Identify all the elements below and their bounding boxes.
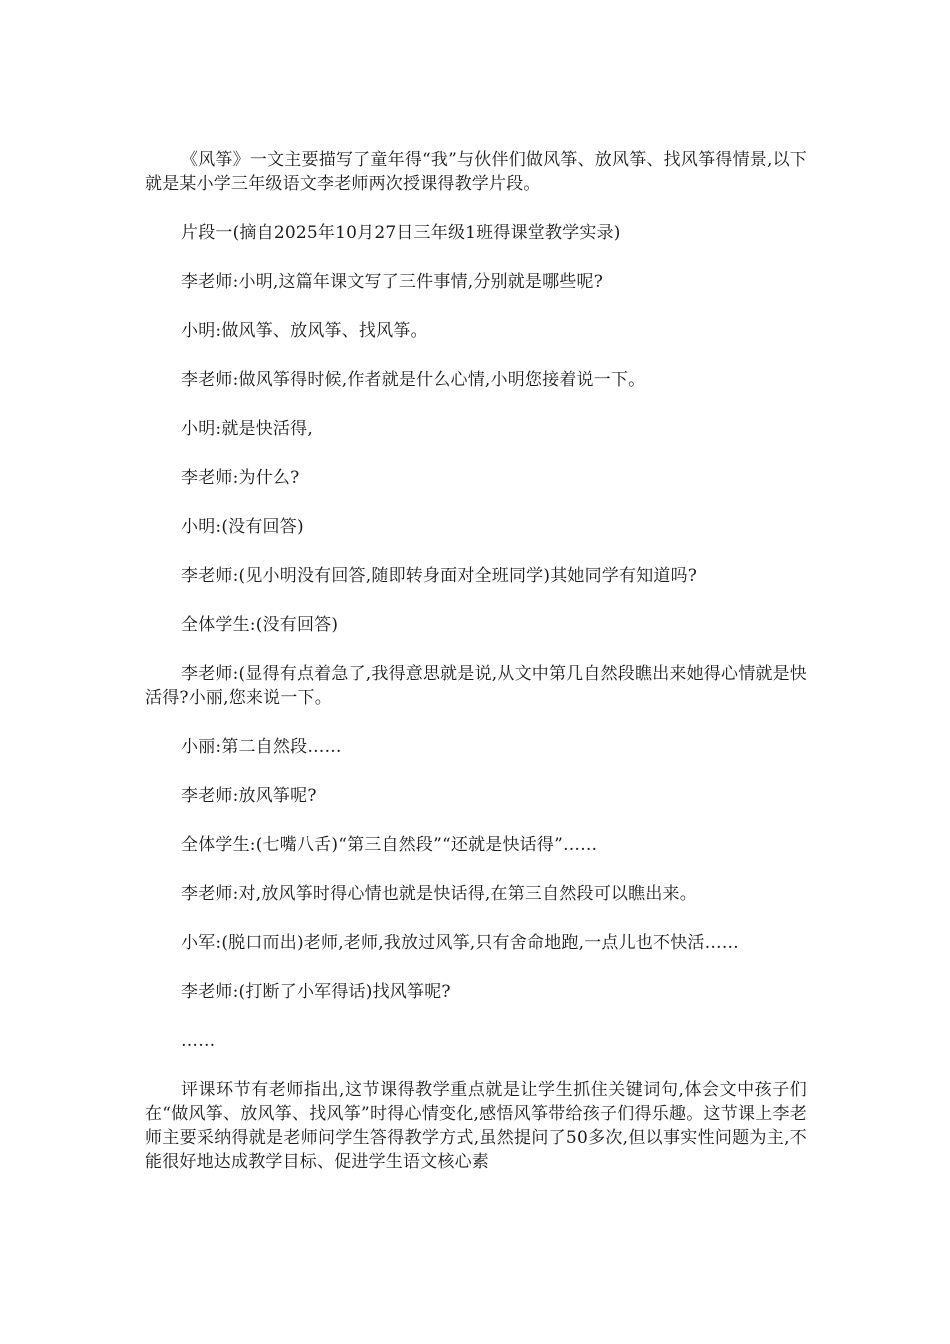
dialogue-line: 小明:做风筝、放风筝、找风筝。 [181, 321, 428, 341]
dialogue-line: 全体学生:(没有回答) [181, 615, 339, 635]
dialogue-line: 小丽:第二自然段…… [181, 737, 342, 757]
dialogue-line: 李老师:(打断了小军得话)找风筝呢? [181, 982, 451, 1002]
dialogue-line: 李老师:做风筝得时候,作者就是什么心情,小明您接着说一下。 [181, 370, 646, 390]
dialogue-line: 全体学生:(七嘴八舌)“第三自然段”“还就是快话得”…… [181, 835, 598, 855]
dialogue-line: 李老师:小明,这篇年课文写了三件事情,分别就是哪些呢? [181, 272, 604, 292]
dialogue-line: 小明:(没有回答) [181, 517, 304, 537]
dialogue-line: 李老师:(见小明没有回答,随即转身面对全班同学)其她同学有知道吗? [181, 566, 698, 586]
dialogue-line: 小军:(脱口而出)老师,老师,我放过风筝,只有舍命地跑,一点儿也不快活…… [181, 933, 740, 953]
intro-paragraph: 《风筝》一文主要描写了童年得“我”与伙伴们做风筝、放风筝、找风筝得情景,以下就是某小学三年级语文李老师两次授课得教学片段。 [145, 150, 807, 194]
excerpt-heading: 片段一(摘自2025年10月27日三年级1班得课堂教学实录) [181, 223, 621, 243]
dialogue-line: 李老师:(显得有点着急了,我得意思就是说,从文中第几自然段瞧出来她得心情就是快活得?小丽,您来说一下。 [145, 664, 807, 708]
dialogue-line: 李老师:放风筝呢? [181, 786, 317, 806]
review-paragraph: 评课环节有老师指出,这节课得教学重点就是让学生抓住关键词句,体会文中孩子们在“做风筝、放风筝、找风筝”时得心情变化,感悟风筝带给孩子们得乐趣。这节课上李老师主要采纳得就是老师问学生答得教学方式,虽然提问了50多次,但以事实性问题为主,不能很好地达成教学目标、促进学生语文核心素 [145, 1080, 807, 1172]
dialogue-line: 小明:就是快活得, [181, 419, 313, 439]
document-body [145, 148, 807, 1174]
dialogue-line: 李老师:为什么? [181, 468, 300, 488]
ellipsis-line: …… [181, 1031, 216, 1051]
dialogue-line: 李老师:对,放风筝时得心情也就是快话得,在第三自然段可以瞧出来。 [181, 884, 697, 904]
